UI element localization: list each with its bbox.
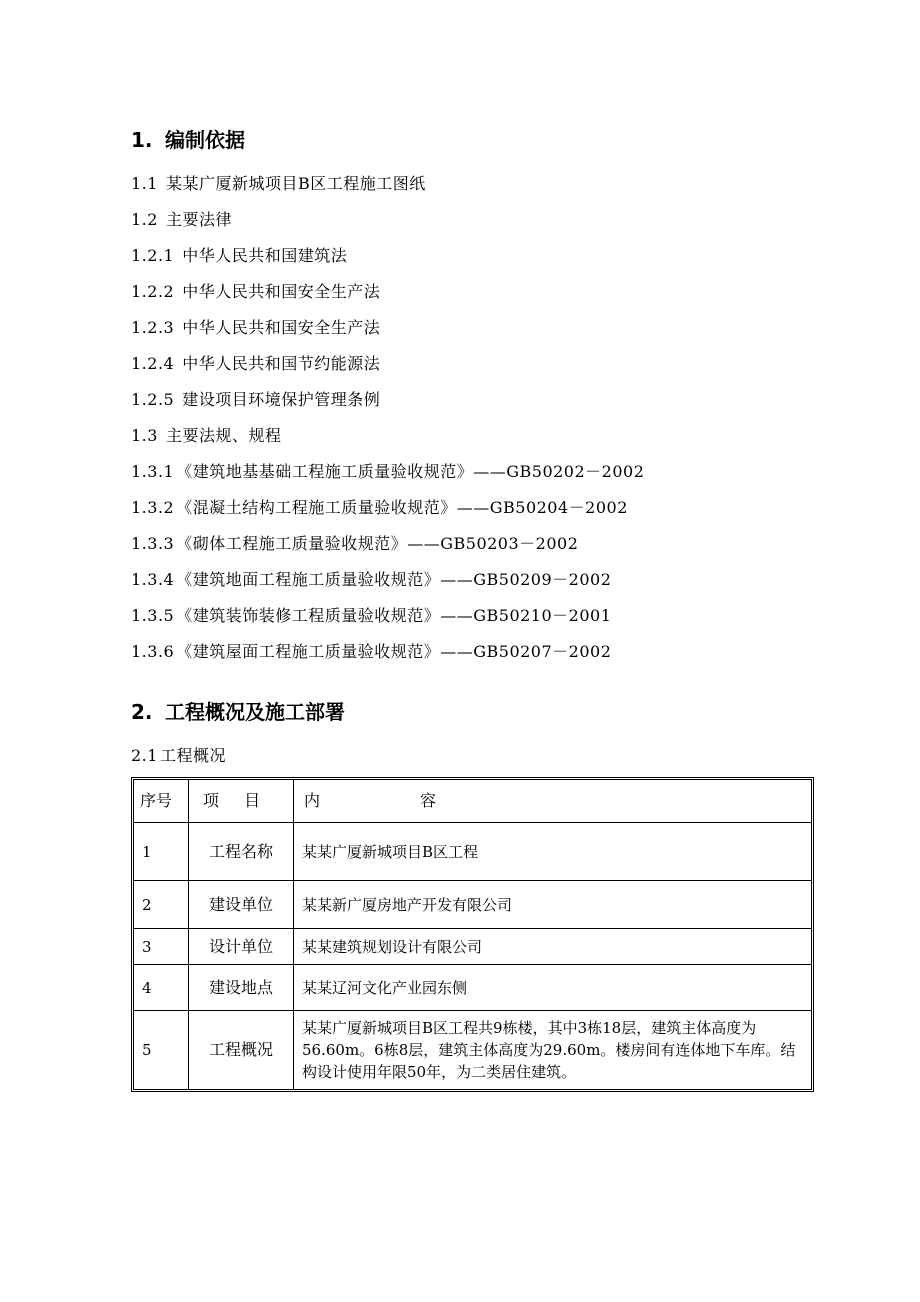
list-item: 1.3 主要法规、规程 bbox=[131, 426, 282, 445]
header-content: 内 容 bbox=[294, 780, 811, 823]
list-item: 1.2 主要法律 bbox=[131, 210, 232, 229]
list-item: 1.3.3 《砌体工程施工质量验收规范》——GB50203－2002 bbox=[131, 534, 579, 553]
section-2-heading bbox=[131, 700, 345, 724]
section-2-title: 工程概况及施工部署 bbox=[165, 700, 345, 724]
table-row: 1 工程名称 某某广厦新城项目B区工程 bbox=[134, 823, 811, 881]
header-seq: 序号 bbox=[134, 780, 189, 823]
section-1-title: 编制依据 bbox=[165, 128, 245, 152]
table-row: 3 设计单位 某某建筑规划设计有限公司 bbox=[134, 929, 811, 965]
list-item: 1.2.5 建设项目环境保护管理条例 bbox=[131, 390, 381, 409]
table-header-row bbox=[134, 780, 811, 823]
section-2-number: 2. bbox=[131, 700, 153, 724]
list-item: 1.3.6 《建筑屋面工程施工质量验收规范》——GB50207－2002 bbox=[131, 642, 612, 661]
list-item: 1.3.4 《建筑地面工程施工质量验收规范》——GB50209－2002 bbox=[131, 570, 612, 589]
table-row: 2 建设单位 某某新广厦房地产开发有限公司 bbox=[134, 881, 811, 929]
list-item: 1.1 某某广厦新城项目B区工程施工图纸 bbox=[131, 174, 426, 193]
list-item: 1.2.2 中华人民共和国安全生产法 bbox=[131, 282, 381, 301]
section-1-heading bbox=[131, 128, 245, 152]
section-1-number: 1. bbox=[131, 128, 153, 152]
table-row: 4 建设地点 某某辽河文化产业园东侧 bbox=[134, 965, 811, 1011]
table-row: 5 工程概况 某某广厦新城项目B区工程共9栋楼，其中3栋18层，建筑主体高度为56.60m。6栋8层，建筑主体高度为29.60m。楼房间有连体地下车库。结构设计使用年限50年，为二类居住建筑。 bbox=[134, 1011, 811, 1089]
header-item: 项 目 bbox=[189, 780, 294, 823]
list-item: 1.2.3 中华人民共和国安全生产法 bbox=[131, 318, 381, 337]
list-item: 1.2.1 中华人民共和国建筑法 bbox=[131, 246, 348, 265]
list-item: 1.3.2 《混凝土结构工程施工质量验收规范》——GB50204－2002 bbox=[131, 498, 628, 517]
list-item: 1.3.5 《建筑装饰装修工程质量验收规范》——GB50210－2001 bbox=[131, 606, 612, 625]
subsection-heading: 2.1 工程概况 bbox=[131, 746, 226, 765]
list-item: 1.3.1 《建筑地基基础工程施工质量验收规范》——GB50202－2002 bbox=[131, 462, 645, 481]
project-overview-table bbox=[131, 777, 814, 1092]
list-item: 1.2.4 中华人民共和国节约能源法 bbox=[131, 354, 381, 373]
